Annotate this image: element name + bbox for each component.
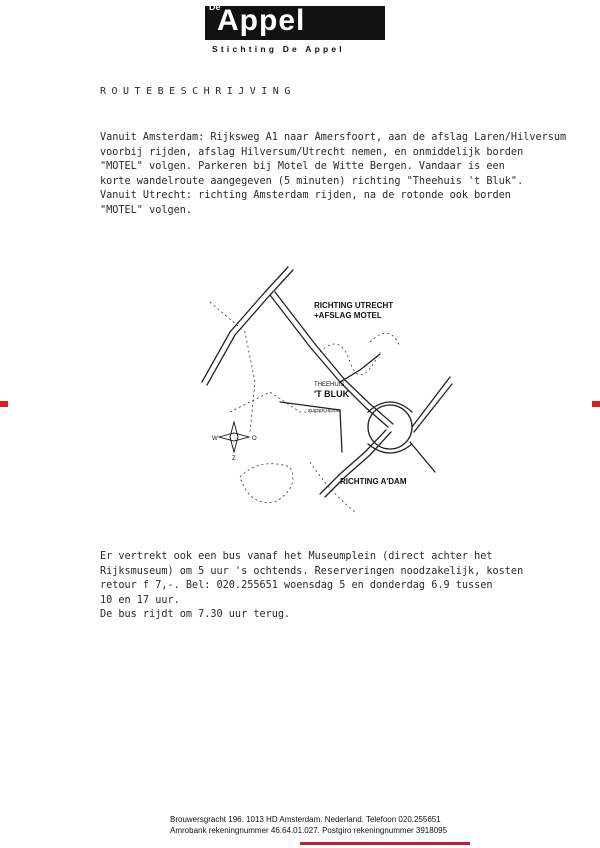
route-map <box>190 262 460 532</box>
footer-bank: Amrobank rekeningnummer 46.64.01.027. Postgiro rekeningnummer 3918095 <box>170 826 448 835</box>
map-label-theehuis: THEEHUIS <box>314 382 345 388</box>
text-line: Er vertrekt ook een bus vanaf het Museumplein (direct achter het <box>100 551 493 562</box>
text-line: Vanuit Amsterdam: Rijksweg A1 naar Amersfoort, aan de afslag Laren/Hilversum <box>100 132 567 143</box>
map-label-adam: RICHTING A'DAM <box>340 477 407 486</box>
map-road <box>412 377 450 427</box>
text-line: De bus rijdt om 7.30 uur terug. <box>100 609 291 620</box>
map-road <box>340 354 380 382</box>
fold-marker-right <box>592 401 600 407</box>
footer-address: Brouwersgracht 196. 1013 HD Amsterdam. Nederland. Telefoon 020.255651 <box>170 815 441 824</box>
map-road <box>410 442 435 472</box>
map-path <box>370 333 400 347</box>
text-line: voorbij rijden, afslag Hilversum/Utrecht nemen, en onmiddelijk borden <box>100 146 524 158</box>
text-line: korte wandelroute aangegeven (5 minuten) richting "Theehuis 't Bluk". <box>100 175 524 187</box>
map-label-zuider: ZUIDER HEIDE <box>308 408 340 413</box>
bottom-rule <box>300 842 470 845</box>
page-title: ROUTEBESCHRIJVING <box>100 86 296 97</box>
logo-subtitle: Stichting De Appel <box>212 44 345 54</box>
text-line: retour f 7,-. Bel: 020.255651 woensdag 5 en donderdag 6.9 tussen <box>100 580 493 591</box>
text-line: "MOTEL" volgen. <box>100 204 193 216</box>
compass-west: W <box>212 436 218 442</box>
map-label-motel: +AFSLAG MOTEL <box>314 311 382 320</box>
compass-icon <box>219 422 249 452</box>
map-path <box>240 464 293 503</box>
map-path <box>310 462 355 512</box>
fold-marker-left <box>0 401 8 407</box>
map-interchange <box>368 405 412 449</box>
map-label-bluk: 'T BLUK <box>314 389 350 399</box>
logo-prefix: De <box>209 2 221 12</box>
map-road <box>340 410 342 452</box>
logo-wordmark: Appel <box>217 4 306 37</box>
compass-south: Z <box>232 456 236 462</box>
text-line: Vanuit Utrecht: richting Amsterdam rijden, na de rotonde ook borden <box>100 190 511 201</box>
map-path <box>320 344 380 375</box>
bus-paragraph <box>100 550 570 623</box>
logo <box>205 6 385 40</box>
directions-paragraph <box>100 131 570 218</box>
map-label-utrecht: RICHTING UTRECHT <box>314 301 394 310</box>
text-line: 10 en 17 uur. <box>100 594 180 606</box>
text-line: Rijksmuseum) om 5 uur 's ochtends. Reserveringen noodzakelijk, kosten <box>100 565 524 577</box>
compass-east: O <box>252 436 257 442</box>
map-road <box>414 384 452 432</box>
map-road <box>325 432 391 497</box>
text-line: "MOTEL" volgen. Parkeren bij Motel de Witte Bergen. Vandaar is een <box>100 161 505 172</box>
map-road <box>207 270 293 385</box>
